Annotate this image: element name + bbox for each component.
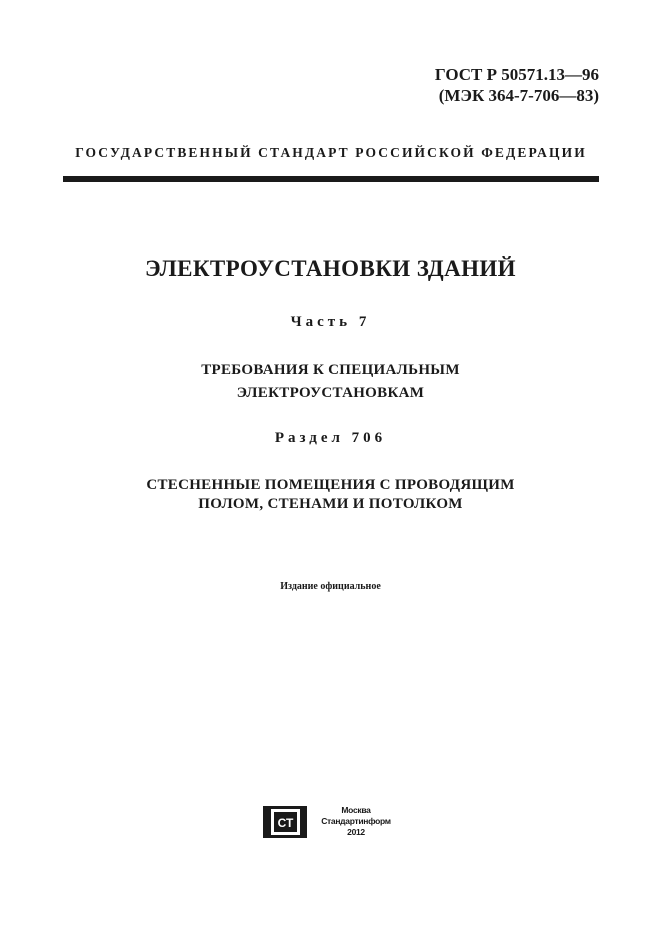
edition-note: Издание официальное xyxy=(280,581,381,592)
section-title-line-1: СТЕСНЕННЫЕ ПОМЕЩЕНИЯ С ПРОВОДЯЩИМ xyxy=(146,477,515,493)
section-label: Раздел 706 xyxy=(274,430,387,446)
part-title-line-1: ТРЕБОВАНИЯ К СПЕЦИАЛЬНЫМ xyxy=(201,362,460,378)
standard-codes xyxy=(435,64,599,106)
state-standard-title: ГОСУДАРСТВЕННЫЙ СТАНДАРТ РОССИЙСКОЙ ФЕДЕРАЦИИ xyxy=(75,145,587,160)
part-title-line-2: ЭЛЕКТРОУСТАНОВКАМ xyxy=(236,385,425,401)
part-title xyxy=(0,359,661,405)
standartinform-logo xyxy=(262,805,308,839)
publisher-name: Стандартинформ xyxy=(321,816,391,826)
gost-code: ГОСТ Р 50571.13—96 xyxy=(434,65,599,84)
main-title: ЭЛЕКТРОУСТАНОВКИ ЗДАНИЙ xyxy=(145,256,516,281)
publisher-block xyxy=(313,805,399,838)
section-title-line-2: ПОЛОМ, СТЕНАМИ И ПОТОЛКОМ xyxy=(198,496,463,512)
header-rule xyxy=(63,176,599,182)
publisher-year: 2012 xyxy=(347,827,365,837)
section-title xyxy=(0,476,661,514)
logo-letters: СТ xyxy=(277,816,294,830)
iec-code: (МЭК 364-7-706—83) xyxy=(438,86,599,105)
publisher-city: Москва xyxy=(341,805,371,815)
part-label: Часть 7 xyxy=(290,314,371,330)
